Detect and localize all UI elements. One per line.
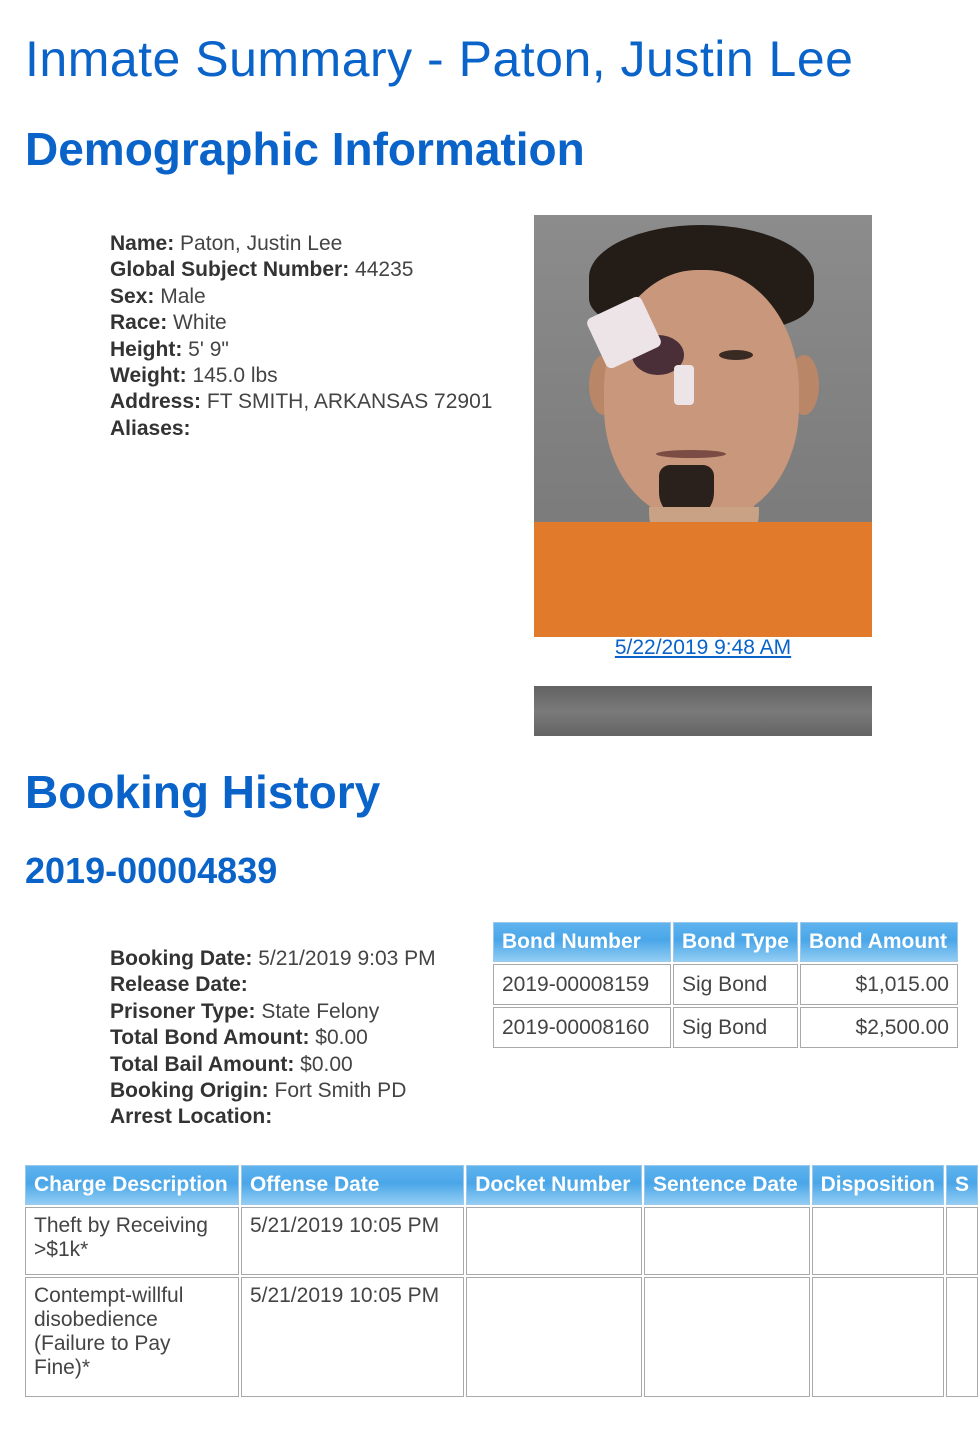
charge-table: [23, 1163, 980, 1399]
field-booking-date: Booking Date: 5/21/2019 9:03 PM: [110, 947, 436, 970]
secondary-photo-thumbnail[interactable]: [534, 686, 872, 736]
offense-date-cell: 5/21/2019 10:05 PM: [241, 1207, 464, 1275]
bond-amount-cell: $2,500.00: [800, 1007, 958, 1048]
column-header-sentence-date[interactable]: Sentence Date: [644, 1165, 810, 1205]
field-address: Address: FT SMITH, ARKANSAS 72901: [110, 390, 493, 414]
page-title: Inmate Summary - Paton, Justin Lee: [25, 31, 854, 87]
disposition-cell: [812, 1207, 944, 1275]
mugshot-photo: [534, 215, 872, 637]
field-release-date: Release Date:: [110, 973, 248, 997]
column-header-truncated[interactable]: S: [946, 1165, 978, 1205]
column-header-charge-description[interactable]: Charge Description: [25, 1165, 239, 1205]
demographic-heading: Demographic Information: [25, 123, 585, 175]
offense-date-cell: 5/21/2019 10:05 PM: [241, 1277, 464, 1397]
field-weight: Weight: 145.0 lbs: [110, 364, 278, 388]
bond-amount-cell: $1,015.00: [800, 964, 958, 1005]
disposition-cell: [812, 1277, 944, 1397]
field-sex: Sex: Male: [110, 284, 206, 308]
docket-number-cell: [466, 1277, 642, 1397]
table-row: [25, 1277, 978, 1397]
bond-type-cell: Sig Bond: [673, 964, 798, 1005]
bond-number-cell: 2019-00008159: [493, 964, 671, 1005]
truncated-cell: [946, 1207, 978, 1275]
bond-type-cell: Sig Bond: [673, 1007, 798, 1048]
table-row: [493, 964, 958, 1005]
photo-date-link[interactable]: 5/22/2019 9:48 AM: [614, 636, 792, 659]
column-header-disposition[interactable]: Disposition: [812, 1165, 944, 1205]
field-name: Name: Paton, Justin Lee: [110, 232, 343, 255]
bond-number-cell: 2019-00008160: [493, 1007, 671, 1048]
table-row: [25, 1207, 978, 1275]
booking-number: 2019-00004839: [25, 850, 278, 891]
field-global-subject-number: Global Subject Number: 44235: [110, 258, 414, 282]
sentence-date-cell: [644, 1277, 810, 1397]
field-booking-origin: Booking Origin: Fort Smith PD: [110, 1079, 407, 1103]
column-header-bond-number[interactable]: Bond Number: [493, 922, 671, 962]
table-header-row: [493, 922, 958, 962]
column-header-offense-date[interactable]: Offense Date: [241, 1165, 464, 1205]
table-header-row: [25, 1165, 978, 1205]
demographic-fields: [110, 231, 492, 442]
charge-description-cell: Theft by Receiving >$1k*: [25, 1207, 239, 1275]
field-total-bail-amount: Total Bail Amount: $0.00: [110, 1052, 353, 1076]
field-aliases: Aliases:: [110, 416, 191, 440]
field-arrest-location: Arrest Location:: [110, 1105, 273, 1129]
column-header-docket-number[interactable]: Docket Number: [466, 1165, 642, 1205]
truncated-cell: [946, 1277, 978, 1397]
field-prisoner-type: Prisoner Type: State Felony: [110, 999, 380, 1023]
docket-number-cell: [466, 1207, 642, 1275]
field-race: Race: White: [110, 311, 227, 335]
field-total-bond-amount: Total Bond Amount: $0.00: [110, 1026, 368, 1050]
column-header-bond-amount[interactable]: Bond Amount: [800, 922, 958, 962]
table-row: [493, 1007, 958, 1048]
column-header-bond-type[interactable]: Bond Type: [673, 922, 798, 962]
booking-history-heading: Booking History: [25, 766, 381, 818]
sentence-date-cell: [644, 1207, 810, 1275]
field-height: Height: 5' 9": [110, 337, 229, 361]
bond-table: [491, 920, 960, 1050]
charge-description-cell: Contempt-willful disobedience (Failure to Pay Fine)*: [25, 1277, 239, 1397]
booking-fields: [110, 946, 436, 1131]
